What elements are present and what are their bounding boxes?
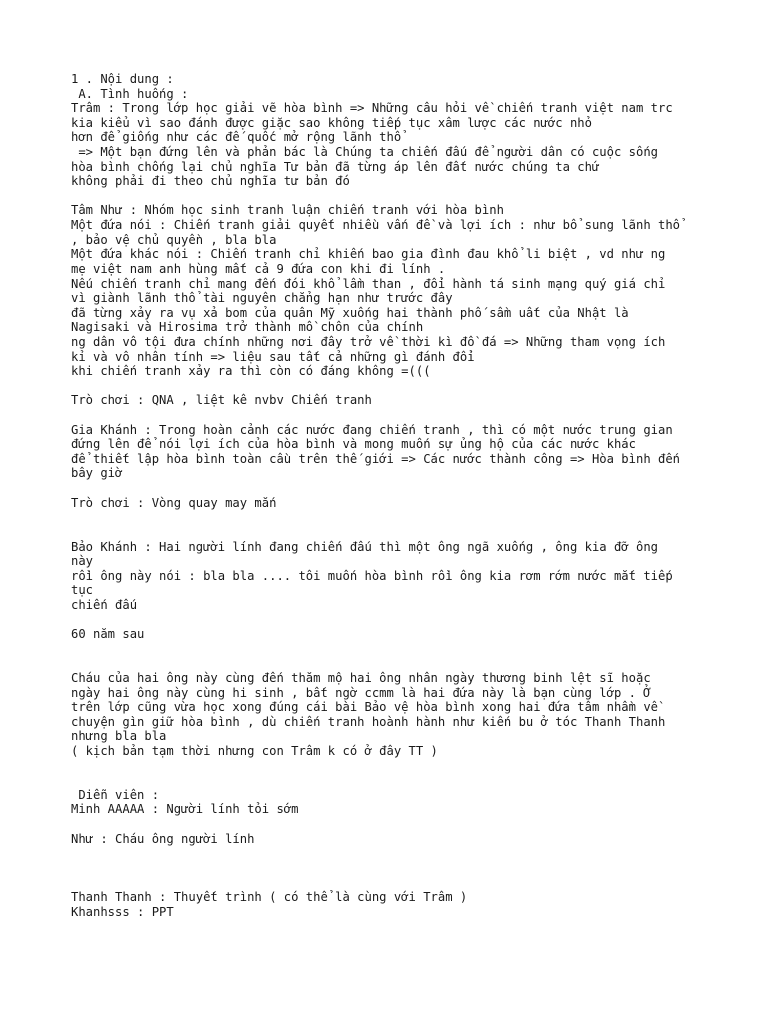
line-tamnhu-1: Tâm Như : Nhóm học sinh tranh luận chiến tranh với hòa bình [71,203,504,218]
line-heading-content: 1 . Nội dung : [71,72,174,86]
line-blank [71,773,703,788]
line-giakhanh-4: bây giờ [71,466,123,481]
line-baokhanh-2: này [71,554,94,569]
line-tamnhu-4: Một đứa khác nói : Chiến tranh chỉ khiến bao gia đình đau khổ li biệt , vd như ng [71,247,666,262]
line-tram-4: => Một bạn đứng lên và phản bác là Chúng ta chiến đấu để người dân có cuộc sống [71,145,658,160]
line-tamnhu-5: mẹ việt nam anh hùng mất cả 9 đứa con khi đi lính . [71,261,446,276]
line-grandchildren-3: trên lớp cũng vừa học xong đúng cái bài Bảo vệ hòa bình xong hai đứa tâm nhầm về [71,700,658,715]
line-giakhanh-2: đứng lên để nói lợi ích của hòa bình và mong muốn sự ủng hộ của các nước khác [71,437,636,452]
line-tamnhu-3: , bảo vệ chủ quyền , bla bla [71,232,277,247]
line-blank [71,817,703,832]
line-tamnhu-7: vì giành lãnh thổ tài nguyên chẳng hạn như trước đây [71,291,453,306]
line-grandchildren-2: ngày hai ông này cùng hi sinh , bất ngờ ccmm là hai đứa này là bạn cùng lớp . Ở [71,685,651,700]
line-giakhanh-3: để thiết lập hòa bình toàn cầu trên thế giới => Các nước thành công => Hòa bình đến [71,451,681,466]
line-blank [71,408,703,423]
line-blank [71,510,703,525]
line-tram-3: hơn để giống như các đế quốc mở rộng lãnh thổ [71,130,402,145]
line-grandchildren-4: chuyện gìn giữ hòa bình , dù chiến tranh hoành hành như kiến bu ở tóc Thanh Thanh [71,714,666,729]
line-tram-6: không phải đi theo chủ nghĩa tư bản đó [71,174,350,189]
line-tamnhu-6: Nếu chiến tranh chỉ mang đến đói khổ lầm than , đổi hành tá sinh mạng quý giá chỉ [71,276,666,291]
line-blank [71,613,703,628]
line-tamnhu-12: khi chiến tranh xảy ra thì còn có đáng không =((( [71,364,431,379]
line-tamnhu-9: Nagisaki và Hirosima trở thành mồ chôn của chính [71,320,424,335]
line-baokhanh-4: tục [71,583,94,598]
line-blank [71,525,703,540]
line-game-wheel: Trò chơi : Vòng quay may mắn [71,495,277,510]
line-tamnhu-8: đã từng xảy ra vụ xả bom của quân Mỹ xuống hai thành phố sầm uất của Nhật là [71,305,629,320]
line-script-note: ( kịch bản tạm thời nhưng con Trâm k có ở đây TT ) [71,744,438,759]
line-tamnhu-2: Một đứa nói : Chiến tranh giải quyết nhiều vấn đề và lợi ích : như bổ sung lãnh thổ [71,218,681,233]
line-baokhanh-5: chiến đấu [71,597,138,612]
line-actor-minh: Minh AAAAA : Người lính tỏi sớm [71,802,299,817]
line-tram-5: hòa bình chống lại chủ nghĩa Tư bản đã từng áp lên đất nước chúng ta chứ [71,159,600,174]
line-tamnhu-10: ng dân vô tội đưa chính những nơi đây trở về thời kì đồ đá => Những tham vọng ích [71,334,666,349]
line-tamnhu-11: kỉ và vô nhân tính => liệu sau tất cả những gì đánh đổi [71,349,475,364]
line-grandchildren-1: Cháu của hai ông này cùng đến thăm mộ hai ông nhân ngày thương binh lệt sĩ hoặc [71,670,651,685]
line-actors-heading: Diễn viên : [71,787,160,802]
line-grandchildren-5: nhưng bla bla [71,729,167,744]
line-presenter: Thanh Thanh : Thuyết trình ( có thể là cùng với Trâm ) [71,890,468,905]
line-section-a: A. Tình huống : [71,86,189,101]
line-baokhanh-1: Bảo Khánh : Hai người lính đang chiến đấu thì một ông ngã xuống , ông kia đỡ ông [71,539,658,554]
line-blank [71,642,703,657]
document-page [71,72,703,919]
line-giakhanh-1: Gia Khánh : Trong hoàn cảnh các nước đang chiến tranh , thì có một nước trung gian [71,422,673,437]
line-blank [71,189,703,204]
line-baokhanh-3: rồi ông này nói : bla bla .... tôi muốn hòa bình rồi ông kia rơm rớm nước mắt tiếp [71,568,673,583]
line-blank [71,846,703,861]
line-game-qna: Trò chơi : QNA , liệt kê nvbv Chiến tranh [71,393,372,408]
line-60-years-later: 60 năm sau [71,627,145,642]
line-ppt: Khanhsss : PPT [71,904,174,919]
line-tram-1: Trâm : Trong lớp học giải vẽ hòa bình => Những câu hỏi về chiến tranh việt nam trc [71,101,673,116]
line-blank [71,656,703,671]
line-blank [71,379,703,394]
line-blank [71,876,703,891]
line-blank [71,759,703,774]
line-tram-2: kia kiểu vì sao đánh được giặc sao không tiếp tục xâm lược các nước nhỏ [71,115,592,130]
line-actor-nhu: Như : Cháu ông người lính [71,831,255,846]
line-blank [71,481,703,496]
line-blank [71,861,703,876]
